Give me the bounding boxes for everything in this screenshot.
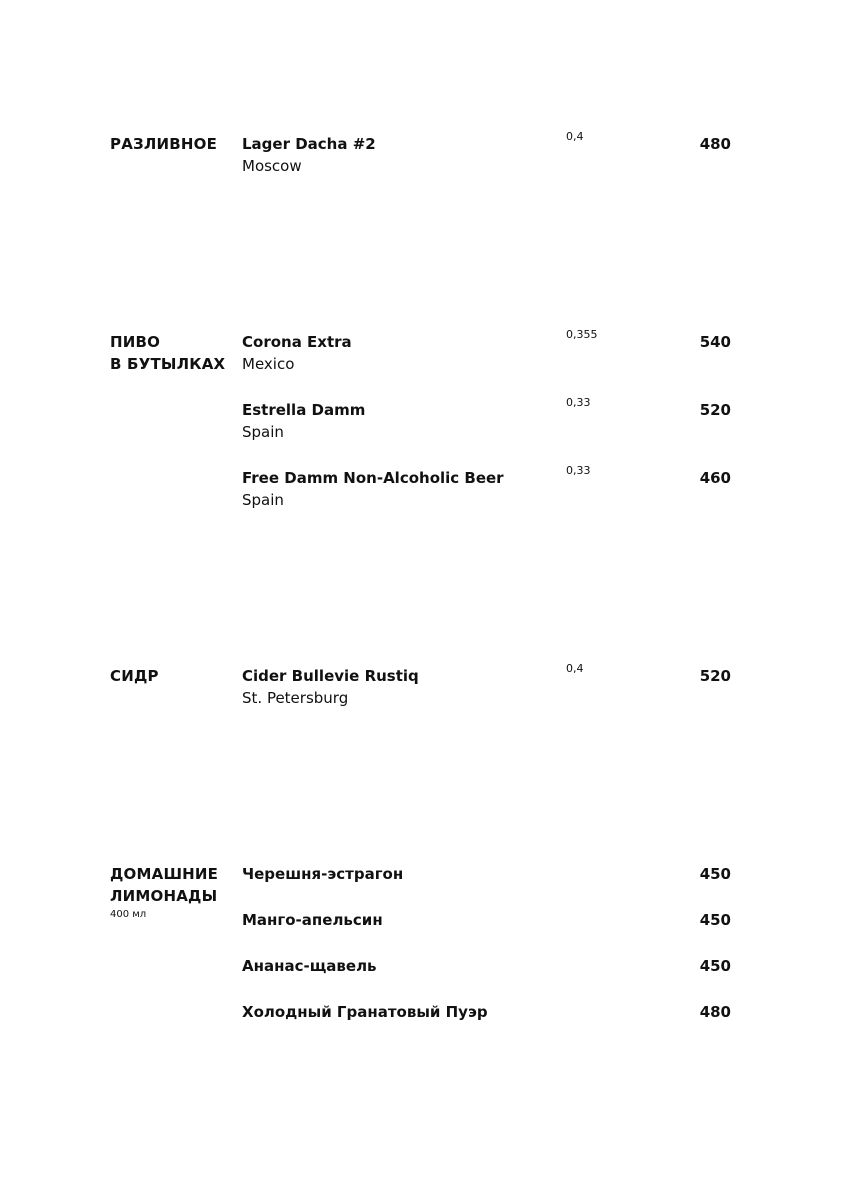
item-origin: Spain bbox=[242, 491, 284, 509]
item-origin: Spain bbox=[242, 423, 284, 441]
item-price: 450 bbox=[699, 865, 731, 883]
item-price: 520 bbox=[699, 401, 731, 419]
item-name: Ананас-щавель bbox=[242, 957, 377, 975]
item-volume: 0,355 bbox=[566, 328, 598, 341]
item-origin: Mexico bbox=[242, 355, 295, 373]
item-price: 540 bbox=[699, 333, 731, 351]
category-title: СИДР bbox=[110, 667, 159, 685]
item-price: 450 bbox=[699, 957, 731, 975]
item-price: 460 bbox=[699, 469, 731, 487]
item-name: Холодный Гранатовый Пуэр bbox=[242, 1003, 488, 1021]
item-volume: 0,4 bbox=[566, 130, 584, 143]
item-name: Манго-апельсин bbox=[242, 911, 383, 929]
item-name: Черешня-эстрагон bbox=[242, 865, 404, 883]
item-origin: St. Petersburg bbox=[242, 689, 349, 707]
item-volume: 0,33 bbox=[566, 464, 591, 477]
item-price: 480 bbox=[699, 135, 731, 153]
item-name: Corona Extra bbox=[242, 333, 352, 351]
item-price: 520 bbox=[699, 667, 731, 685]
item-name: Cider Bullevie Rustiq bbox=[242, 667, 419, 685]
item-volume: 0,33 bbox=[566, 396, 591, 409]
item-price: 480 bbox=[699, 1003, 731, 1021]
item-origin: Moscow bbox=[242, 157, 302, 175]
item-name: Lager Dacha #2 bbox=[242, 135, 376, 153]
item-name: Free Damm Non-Alcoholic Beer bbox=[242, 469, 504, 487]
category-note: 400 мл bbox=[110, 909, 147, 920]
category-title: ПИВО В БУТЫЛКАХ bbox=[110, 333, 226, 373]
item-price: 450 bbox=[699, 911, 731, 929]
item-name: Estrella Damm bbox=[242, 401, 366, 419]
category-title: РАЗЛИВНОЕ bbox=[110, 135, 218, 153]
item-volume: 0,4 bbox=[566, 662, 584, 675]
category-title: ДОМАШНИЕ ЛИМОНАДЫ bbox=[110, 865, 219, 905]
